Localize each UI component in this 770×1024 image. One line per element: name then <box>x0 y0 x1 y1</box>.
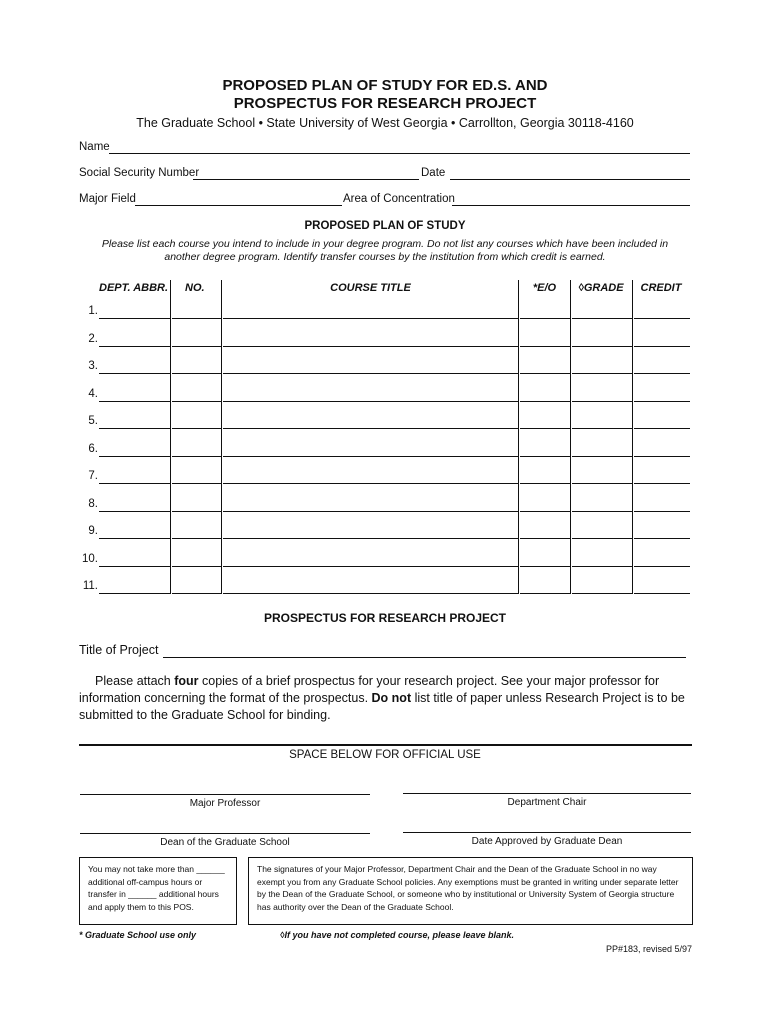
dept-abbr-field[interactable] <box>99 511 170 512</box>
credit-field[interactable] <box>634 483 690 484</box>
eo-field[interactable] <box>520 346 570 347</box>
row-number: 4. <box>88 387 98 400</box>
course-title-field[interactable] <box>223 483 518 484</box>
eo-field[interactable] <box>520 401 570 402</box>
grade-field[interactable] <box>572 483 632 484</box>
ssn-field[interactable] <box>193 179 419 180</box>
course-title-field[interactable] <box>223 538 518 539</box>
credit-field[interactable] <box>634 428 690 429</box>
col-divider <box>570 280 571 594</box>
plan-instructions: Please list each course you intend to include in your degree program. Do not list any courses which have been included in another degree program. Identify transfer courses by the institution from which credit is earned. <box>101 238 669 263</box>
course-no-field[interactable] <box>172 401 221 402</box>
credit-field[interactable] <box>634 511 690 512</box>
course-title-field[interactable] <box>223 511 518 512</box>
official-divider <box>79 744 692 746</box>
major-professor-caption: Major Professor <box>189 798 261 809</box>
para-text: list title of paper unless Research Project is to be submitted to the Graduate School for binding. <box>79 691 685 722</box>
col-divider <box>221 280 222 594</box>
course-title-field[interactable] <box>223 373 518 374</box>
dept-abbr-field[interactable] <box>99 373 170 374</box>
col-no: NO. <box>185 282 205 294</box>
row-number: 5. <box>88 415 98 427</box>
row-number: 8. <box>88 497 98 510</box>
credit-field[interactable] <box>634 346 690 347</box>
grade-field[interactable] <box>572 346 632 347</box>
dept-abbr-field[interactable] <box>99 346 170 347</box>
department-chair-signature-line[interactable] <box>403 793 691 794</box>
course-no-field[interactable] <box>172 566 221 567</box>
course-no-field[interactable] <box>172 346 221 347</box>
project-title-field[interactable] <box>163 657 686 658</box>
prospectus-heading: PROSPECTUS FOR RESEARCH PROJECT <box>263 611 507 625</box>
project-title-label: Title of Project <box>79 643 159 657</box>
name-label: Name <box>79 141 110 153</box>
eo-field[interactable] <box>520 483 570 484</box>
form-title-line-2: PROSPECTUS FOR RESEARCH PROJECT <box>233 95 537 112</box>
eo-field[interactable] <box>520 318 570 319</box>
credit-field[interactable] <box>634 538 690 539</box>
row-number: 1. <box>88 305 98 317</box>
col-divider <box>518 280 519 594</box>
col-divider <box>170 280 171 594</box>
hours-limit-box: You may not take more than ______ additional off-campus hours or transfer in ______ additional hours and apply them to this POS. <box>79 857 237 925</box>
credit-field[interactable] <box>634 373 690 374</box>
course-title-field[interactable] <box>223 318 518 319</box>
grade-footnote: ◊If you have not completed course, please leave blank. <box>280 930 515 940</box>
credit-field[interactable] <box>634 401 690 402</box>
course-no-field[interactable] <box>172 483 221 484</box>
eo-field[interactable] <box>520 373 570 374</box>
grade-field[interactable] <box>572 511 632 512</box>
course-no-field[interactable] <box>172 593 221 594</box>
col-divider <box>632 280 633 594</box>
name-field[interactable] <box>109 153 690 154</box>
course-no-field[interactable] <box>172 511 221 512</box>
credit-field[interactable] <box>634 456 690 457</box>
date-field[interactable] <box>450 179 690 180</box>
course-title-field[interactable] <box>223 428 518 429</box>
course-no-field[interactable] <box>172 428 221 429</box>
grade-field[interactable] <box>572 401 632 402</box>
grade-field[interactable] <box>572 456 632 457</box>
grade-field[interactable] <box>572 538 632 539</box>
grade-field[interactable] <box>572 373 632 374</box>
prospectus-instructions <box>79 673 699 724</box>
dean-signature-line[interactable] <box>80 833 370 834</box>
eo-field[interactable] <box>520 428 570 429</box>
course-title-field[interactable] <box>223 456 518 457</box>
para-text: copies of a brief prospectus for your research project. See your major professor for information concerning the format of the prospectus. <box>79 674 660 705</box>
row-number: 11. <box>82 580 98 592</box>
official-use-heading: SPACE BELOW FOR OFFICIAL USE <box>289 749 481 761</box>
dept-abbr-field[interactable] <box>99 318 170 319</box>
row-number: 3. <box>88 360 98 372</box>
para-emphasis-four: four <box>174 674 199 688</box>
eo-field[interactable] <box>520 593 570 594</box>
course-no-field[interactable] <box>172 373 221 374</box>
concentration-field[interactable] <box>452 205 690 206</box>
eo-footnote: * Graduate School use only <box>79 930 197 940</box>
major-field-input[interactable] <box>135 205 342 206</box>
credit-field[interactable] <box>634 566 690 567</box>
row-number: 10. <box>82 552 98 565</box>
major-field-label: Major Field <box>79 193 136 205</box>
dept-abbr-field[interactable] <box>99 428 170 429</box>
concentration-label: Area of Concentration <box>343 193 455 205</box>
dept-abbr-field[interactable] <box>99 566 170 567</box>
grade-field[interactable] <box>572 566 632 567</box>
eo-field[interactable] <box>520 456 570 457</box>
para-emphasis-do-not: Do not <box>371 691 412 705</box>
plan-heading: PROPOSED PLAN OF STUDY <box>304 220 466 232</box>
ssn-label: Social Security Number <box>79 167 200 179</box>
course-title-field[interactable] <box>223 346 518 347</box>
dean-caption: Dean of the Graduate School <box>160 837 290 848</box>
dept-abbr-field[interactable] <box>99 456 170 457</box>
col-credit: CREDIT <box>640 282 682 294</box>
major-professor-signature-line[interactable] <box>80 794 370 795</box>
grade-field[interactable] <box>572 428 632 429</box>
form-title-line-1: PROPOSED PLAN OF STUDY FOR ED.S. AND <box>222 77 548 94</box>
date-approved-caption: Date Approved by Graduate Dean <box>471 836 623 847</box>
grade-field[interactable] <box>572 593 632 594</box>
course-title-field[interactable] <box>223 593 518 594</box>
institution-line: The Graduate School • State University of West Georgia • Carrollton, Georgia 30118-4160 <box>136 116 634 130</box>
department-chair-caption: Department Chair <box>507 797 587 808</box>
course-no-field[interactable] <box>172 456 221 457</box>
dept-abbr-field[interactable] <box>99 538 170 539</box>
form-id: PP#183, revised 5/97 <box>605 944 692 954</box>
row-number: 7. <box>88 470 98 482</box>
row-number: 9. <box>88 525 98 537</box>
eo-field[interactable] <box>520 538 570 539</box>
credit-field[interactable] <box>634 593 690 594</box>
para-text: Please attach <box>95 674 175 688</box>
col-grade: ◊GRADE <box>578 282 624 294</box>
eo-field[interactable] <box>520 566 570 567</box>
course-no-field[interactable] <box>172 318 221 319</box>
course-title-field[interactable] <box>223 566 518 567</box>
course-title-field[interactable] <box>223 401 518 402</box>
dept-abbr-field[interactable] <box>99 483 170 484</box>
date-approved-line[interactable] <box>403 832 691 833</box>
col-eo: *E/O <box>532 282 557 294</box>
signature-policy-box: The signatures of your Major Professor, Department Chair and the Dean of the Graduate School in no way exempt you from any Graduate School policies. Any exemptions must be granted in writing under separate letter by the Dean of the Graduate School, or someone who by institutional or University System of Georgia structure has authority over the Dean of the Graduate School. <box>248 857 693 925</box>
eo-field[interactable] <box>520 511 570 512</box>
grade-field[interactable] <box>572 318 632 319</box>
dept-abbr-field[interactable] <box>99 401 170 402</box>
row-number: 2. <box>88 332 98 345</box>
row-number: 6. <box>88 442 98 455</box>
date-label: Date <box>421 167 446 179</box>
course-no-field[interactable] <box>172 538 221 539</box>
col-dept-abbr: DEPT. ABBR. <box>99 282 169 294</box>
credit-field[interactable] <box>634 318 690 319</box>
col-course-title: COURSE TITLE <box>330 282 411 294</box>
dept-abbr-field[interactable] <box>99 593 170 594</box>
